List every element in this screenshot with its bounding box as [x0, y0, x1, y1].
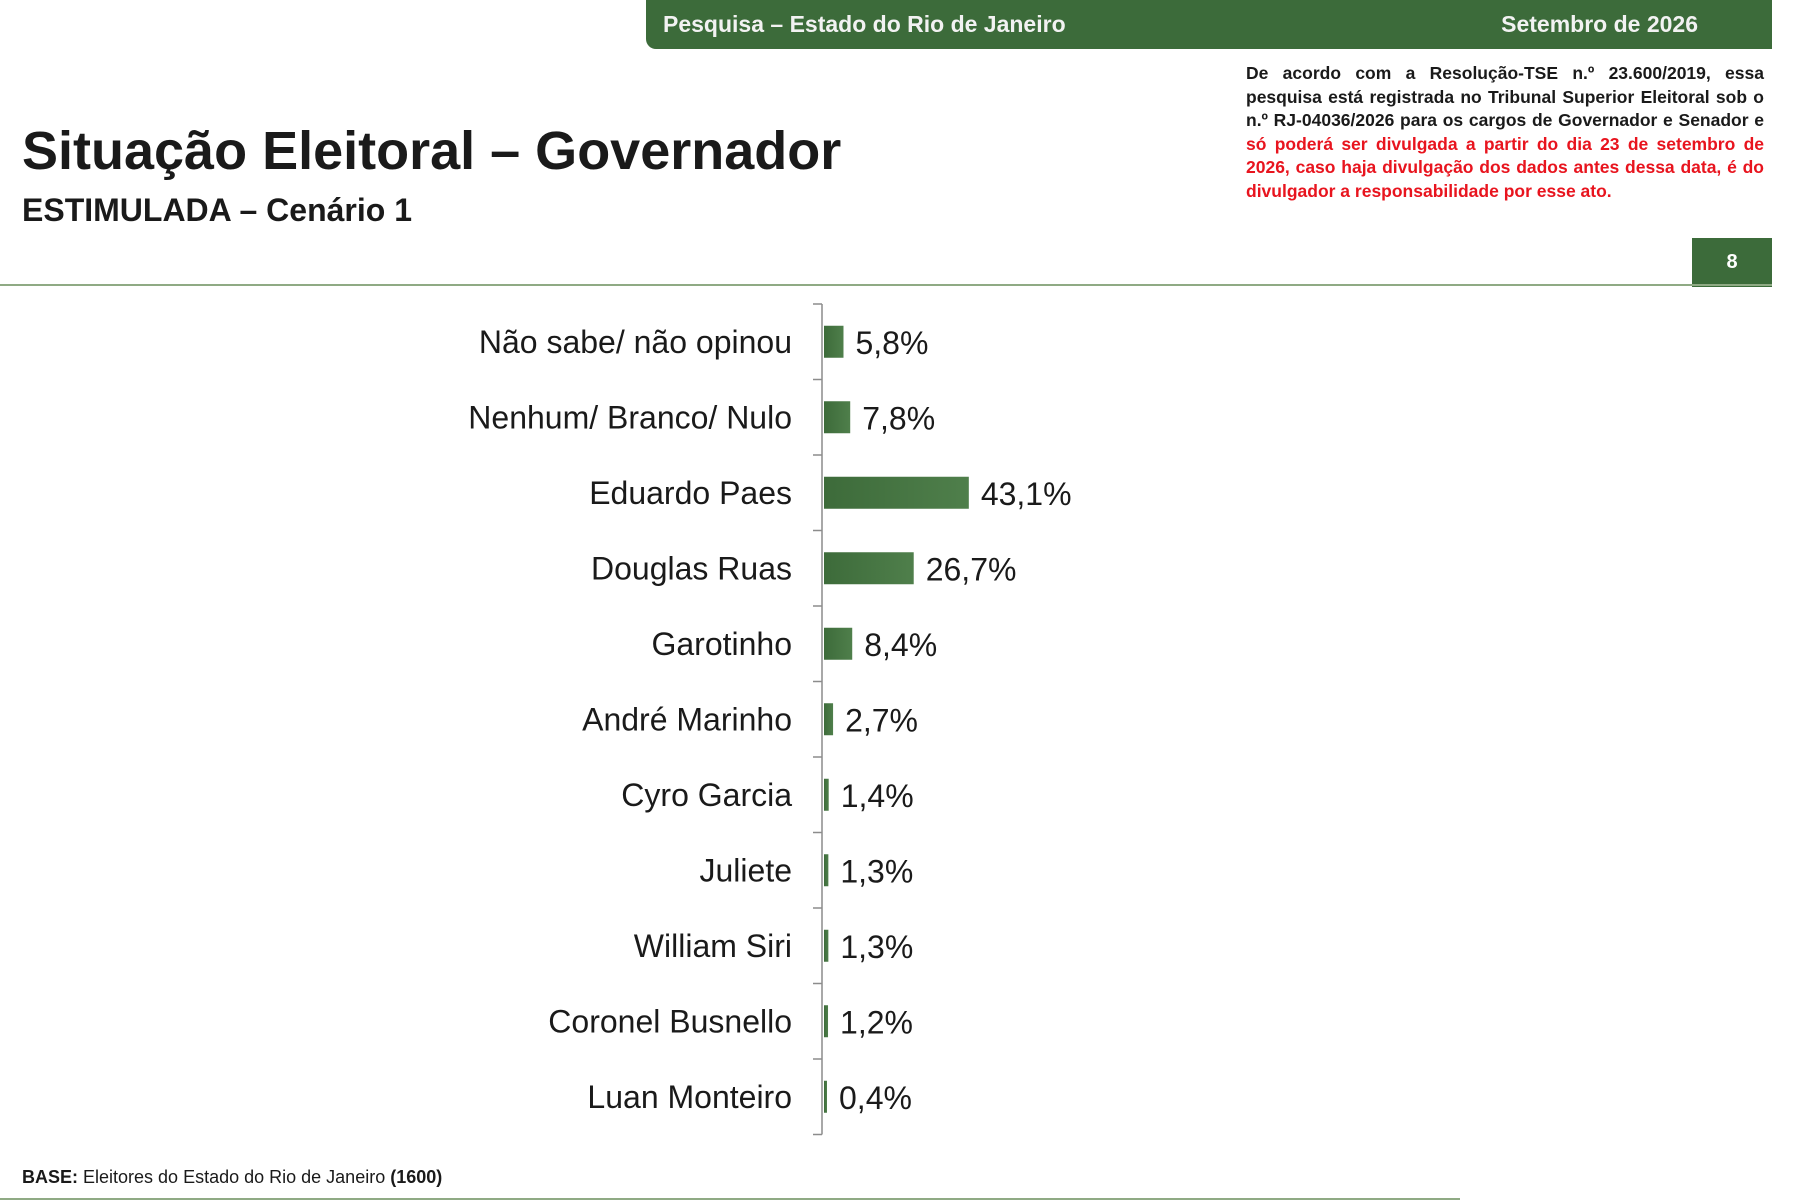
- header-bar: [646, 0, 1772, 49]
- category-label: Nenhum/ Branco/ Nulo: [468, 399, 792, 436]
- category-label: Coronel Busnello: [548, 1003, 792, 1040]
- value-label: 2,7%: [845, 702, 919, 739]
- page-subtitle: ESTIMULADA – Cenário 1: [22, 192, 412, 228]
- legal-notice-text: De acordo com a Resolução-TSE n.º 23.600/2019, essa pesquisa está registrada no Tribunal Superior Eleitoral sob o n.º RJ-04036/2026 para os cargos de Governador e Senador e: [1246, 63, 1764, 130]
- bar: [824, 326, 843, 358]
- value-label: 26,7%: [925, 551, 1017, 588]
- bar-chart: [0, 296, 1200, 1136]
- page-number: 8: [1692, 238, 1772, 287]
- category-label: Douglas Ruas: [591, 550, 792, 587]
- bar: [824, 477, 969, 509]
- bar: [824, 552, 914, 584]
- bar: [824, 628, 852, 660]
- bar: [824, 930, 828, 962]
- base-label: BASE:: [22, 1167, 79, 1187]
- value-label: 1,2%: [840, 1004, 913, 1041]
- category-label: Luan Monteiro: [587, 1078, 792, 1115]
- value-label: 1,4%: [840, 777, 914, 814]
- value-label: 1,3%: [840, 853, 914, 890]
- base-text: Eleitores do Estado do Rio de Janeiro: [78, 1167, 391, 1187]
- bar: [824, 1081, 827, 1113]
- category-label: André Marinho: [582, 701, 792, 738]
- category-label: William Siri: [633, 927, 792, 964]
- base-note: [22, 1167, 442, 1188]
- category-label: Eduardo Paes: [589, 474, 792, 511]
- base-count: (1600): [390, 1167, 443, 1187]
- value-label: 43,1%: [980, 475, 1072, 512]
- bar: [824, 1005, 828, 1037]
- category-label: Não sabe/ não opinou: [478, 323, 792, 360]
- value-label: 5,8%: [855, 324, 929, 361]
- bar: [824, 703, 833, 735]
- category-label: Juliete: [699, 852, 792, 889]
- bar: [824, 401, 850, 433]
- page-title: Situação Eleitoral – Governador: [22, 121, 842, 181]
- value-label: 1,3%: [840, 928, 914, 965]
- header-survey-title: Pesquisa – Estado do Rio de Janeiro: [663, 11, 1066, 37]
- bar: [824, 854, 828, 886]
- bar: [824, 779, 829, 811]
- category-label: Garotinho: [651, 625, 792, 662]
- header-divider: [0, 284, 1772, 286]
- header-date: Setembro de 2026: [1501, 11, 1698, 37]
- category-label: Cyro Garcia: [621, 776, 792, 813]
- value-label: 7,8%: [862, 400, 936, 437]
- legal-notice: [1246, 62, 1764, 203]
- value-label: 8,4%: [864, 626, 938, 663]
- legal-notice-warning: só poderá ser divulgada a partir do dia 23 de setembro de 2026, caso haja divulgação dos dados antes dessa data, é do divulgador a responsabilidade por esse ato.: [1246, 133, 1764, 201]
- value-label: 0,4%: [839, 1079, 912, 1116]
